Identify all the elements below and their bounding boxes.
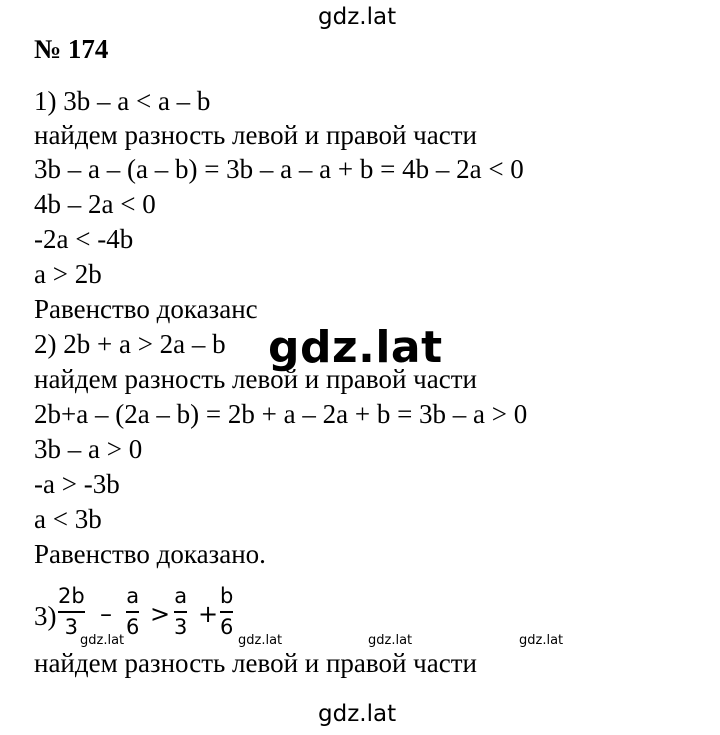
watermark-small-2: gdz.lat	[238, 633, 283, 648]
watermark-small-3: gdz.lat	[368, 633, 413, 648]
fraction-3-numerator: a	[174, 584, 188, 608]
fraction-2-numerator: a	[126, 584, 140, 608]
watermark-top: gdz.lat	[318, 4, 397, 30]
operator-greater: >	[150, 600, 171, 628]
solution-line-13: a < 3b	[34, 504, 102, 534]
fraction-3-bar	[174, 611, 187, 613]
solution-line-6: a > 2b	[34, 259, 102, 289]
solution-line-11: 3b – a > 0	[34, 434, 143, 464]
solution-line-last: найдем разность левой и правой части	[34, 648, 477, 678]
fraction-2-denominator: 6	[126, 615, 140, 639]
fraction-4-bar	[220, 611, 233, 613]
solution-line-3: 3b – a – (a – b) = 3b – a – a + b = 4b – 2a < 0	[34, 154, 524, 184]
solution-line-14: Равенство доказано.	[34, 539, 266, 569]
solution-line-12: -a > -3b	[34, 469, 120, 499]
fraction-4-numerator: b	[220, 584, 234, 608]
fraction-3	[174, 584, 187, 639]
watermark-small-1: gdz.lat	[80, 633, 125, 648]
solution-line-8: 2) 2b + a > 2a – b	[34, 329, 226, 359]
operator-minus: –	[100, 600, 112, 628]
fraction-2-bar	[126, 611, 139, 613]
solution-line-9: найдем разность левой и правой части	[34, 364, 477, 394]
fraction-1	[58, 584, 85, 639]
watermark-small-4: gdz.lat	[519, 633, 564, 648]
solution-line-10: 2b+a – (2a – b) = 2b + a – 2a + b = 3b – a > 0	[34, 399, 528, 429]
watermark-center: gdz.lat	[268, 322, 443, 373]
part-3-label: 3)	[34, 601, 57, 631]
fraction-2	[126, 584, 139, 639]
solution-line-2: найдем разность левой и правой части	[34, 120, 477, 150]
fraction-4	[220, 584, 233, 639]
operator-plus: +	[198, 600, 219, 628]
fraction-1-numerator: 2b	[58, 584, 85, 608]
solution-line-7: Равенство доказанс	[34, 294, 258, 324]
problem-number: № 174	[34, 34, 109, 64]
fraction-3-denominator: 3	[174, 615, 188, 639]
fraction-1-denominator: 3	[64, 615, 79, 639]
fraction-4-denominator: 6	[220, 615, 234, 639]
solution-line-4: 4b – 2a < 0	[34, 189, 156, 219]
solution-line-5: -2a < -4b	[34, 224, 134, 254]
solution-line-1: 1) 3b – a < a – b	[34, 86, 211, 116]
fraction-1-bar	[58, 611, 85, 613]
watermark-bottom: gdz.lat	[318, 701, 397, 727]
